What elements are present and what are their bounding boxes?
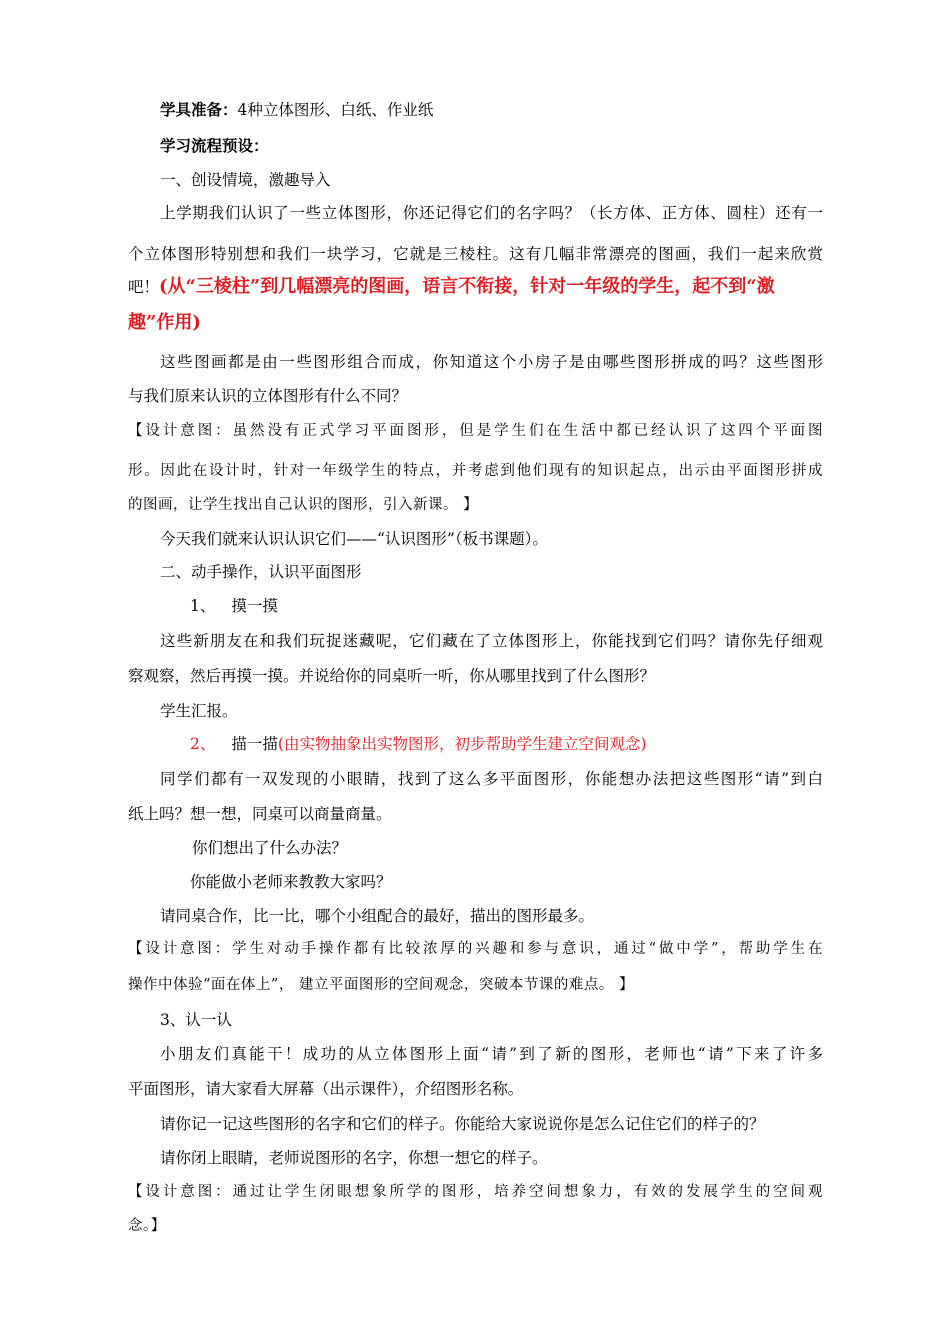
paragraph-line: 小朋友们真能干！成功的从立体图形上面“请”到了新的图形，老师也“请”下来了许多 bbox=[160, 1045, 823, 1063]
paragraph-line: 今天我们就来认识认识它们——“认识图形”（板书课题）。 bbox=[160, 530, 548, 548]
design-intent-note: 的图画，让学生找出自己认识的图形，引入新课。 】 bbox=[128, 497, 479, 513]
materials-line bbox=[160, 100, 433, 120]
paragraph-line: 这些图画都是由一些图形组合而成，你知道这个小房子是由哪些图形拼成的吗？这些图形 bbox=[160, 353, 823, 371]
step-one-heading bbox=[190, 596, 278, 616]
step-number: 1、 bbox=[190, 597, 216, 615]
paragraph-line: 这些新朋友在和我们玩捉迷藏呢，它们藏在了立体图形上，你能找到它们吗？请你先仔细观 bbox=[160, 632, 823, 650]
paragraph-line: 请同桌合作，比一比，哪个小组配合的最好，描出的图形最多。 bbox=[160, 907, 595, 925]
section-one-heading: 一、创设情境，激趣导入 bbox=[160, 171, 331, 189]
paragraph-line: 上学期我们认识了一些立体图形，你还记得它们的名字吗？（长方体、正方体、圆柱）还有一 bbox=[160, 204, 823, 222]
paragraph-line bbox=[128, 277, 775, 297]
paragraph-line: 平面图形，请大家看大屏幕（出示课件），介绍图形名称。 bbox=[128, 1080, 524, 1098]
paragraph-line: 同学们都有一双发现的小眼睛，找到了这么多平面图形，你能想办法把这些图形“请”到白 bbox=[160, 770, 823, 788]
design-intent-note: 【设计意图：通过让学生闭眼想象所学的图形，培养空间想象力，有效的发展学生的空间观 bbox=[128, 1184, 823, 1200]
paragraph-line: 个立体图形特别想和我们一块学习，它就是三棱柱。这有几幅非常漂亮的图画，我们一起来欣赏 bbox=[128, 245, 823, 263]
step-title: 摸一摸 bbox=[231, 597, 278, 615]
design-intent-note: 【设计意图：虽然没有正式学习平面图形，但是学生们在生活中都已经认识了这四个平面图 bbox=[128, 423, 823, 439]
paragraph-text: 吧！ bbox=[128, 278, 160, 296]
review-comment-red: (从“三棱柱”到几幅漂亮的图画，语言不衔接，针对一年级的学生，起不到“激 bbox=[159, 276, 775, 297]
paragraph-line: 你能做小老师来教教大家吗？ bbox=[190, 873, 392, 891]
step-three-heading: 3、认一认 bbox=[160, 1011, 232, 1029]
design-intent-note: 【设计意图：学生对动手操作都有比较浓厚的兴趣和参与意识，通过“做中学”，帮助学生在 bbox=[128, 941, 823, 957]
paragraph-line: 察观察，然后再摸一摸。并说给你的同桌听一听，你从哪里找到了什么图形？ bbox=[128, 667, 656, 685]
design-intent-note: 形。因此在设计时，针对一年级学生的特点，并考虑到他们现有的知识起点，出示由平面图形拼成 bbox=[128, 463, 823, 479]
design-intent-note: 念。】 bbox=[128, 1218, 166, 1234]
paragraph-line: 你们想出了什么办法？ bbox=[192, 839, 348, 857]
materials-text: 4种立体图形、白纸、作业纸 bbox=[237, 101, 434, 119]
design-intent-note: 操作中体验“面在体上”， 建立平面图形的空间观念，突破本节课的难点。 】 bbox=[128, 977, 635, 993]
step-two-heading bbox=[190, 734, 647, 754]
section-two-heading: 二、动手操作，认识平面图形 bbox=[160, 563, 362, 581]
paragraph-line: 纸上吗？想一想，同桌可以商量商量。 bbox=[128, 805, 392, 823]
review-comment-red: (由实物抽象出实物图形，初步帮助学生建立空间观念) bbox=[277, 735, 647, 753]
review-comment-red: 趣”作用) bbox=[128, 312, 201, 333]
step-title: 描一描 bbox=[231, 735, 278, 753]
process-heading: 学习流程预设： bbox=[160, 136, 269, 155]
paragraph-line: 学生汇报。 bbox=[160, 702, 238, 720]
materials-label: 学具准备： bbox=[160, 100, 238, 119]
step-number: 2、 bbox=[190, 735, 216, 753]
paragraph-line: 请你记一记这些图形的名字和它们的样子。你能给大家说说你是怎么记住它们的样子的？ bbox=[160, 1115, 765, 1133]
paragraph-line: 与我们原来认识的立体图形有什么不同？ bbox=[128, 387, 408, 405]
paragraph-line: 请你闭上眼睛，老师说图形的名字，你想一想它的样子。 bbox=[160, 1149, 548, 1167]
